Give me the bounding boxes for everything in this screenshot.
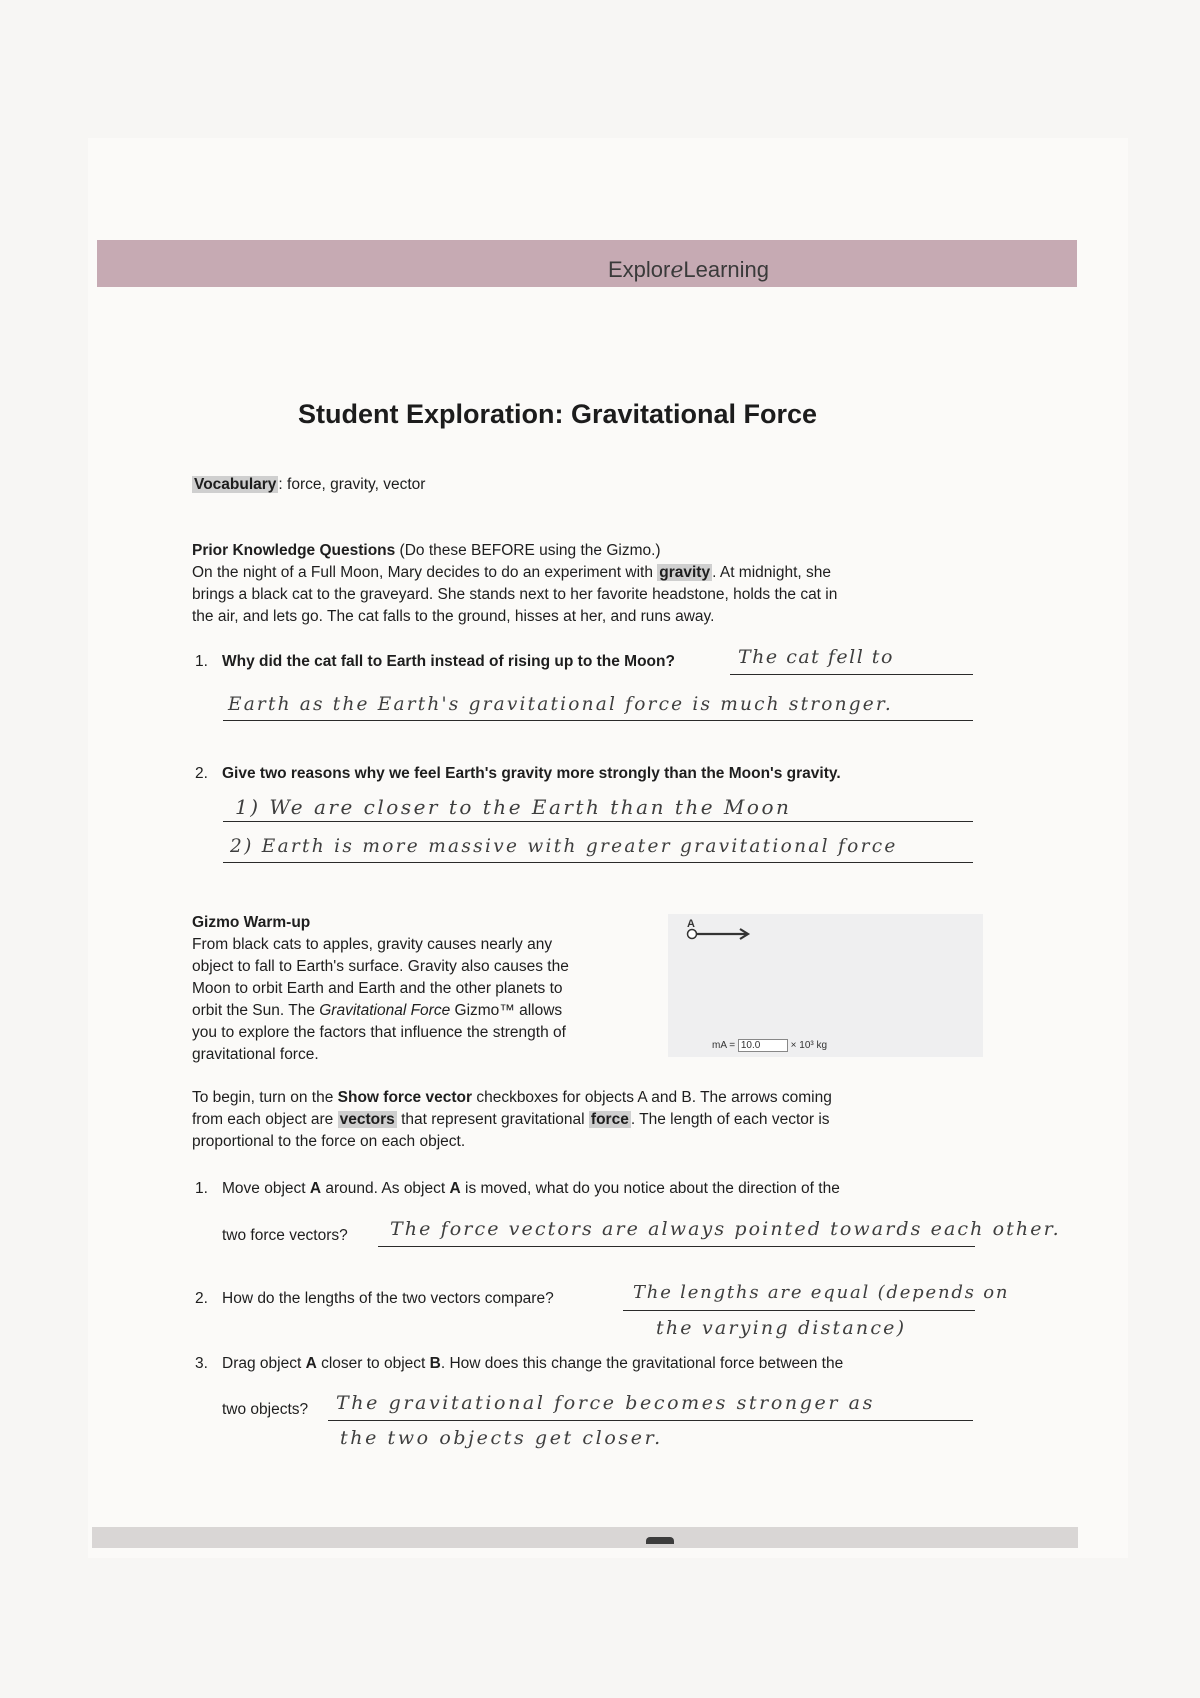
begin-l2-b: that represent gravitational: [396, 1111, 589, 1128]
pq1-answer-line-1: [730, 674, 973, 675]
q1-answer-line: [378, 1246, 975, 1247]
q1-l1-b: A: [309, 1180, 322, 1197]
logo-text-right: Learning: [683, 257, 770, 282]
prior-line1-b: . At midnight, she: [712, 564, 831, 581]
header-band: [97, 240, 1077, 287]
q3-question-line-2: two objects?: [222, 1401, 309, 1418]
warmup-line-1: From black cats to apples, gravity causes nearly any: [192, 936, 553, 953]
prior-text-line-3: the air, and lets go. The cat falls to the ground, hisses at her, and runs away.: [192, 608, 715, 625]
pq2-answer-line-1: [223, 821, 973, 822]
prior-text-line-2: brings a black cat to the graveyard. She stands next to her favorite headstone, holds the cat in: [192, 586, 838, 603]
explorelearning-logo: [608, 257, 769, 283]
q3-number: 3.: [195, 1355, 208, 1372]
prior-text-line-1: [192, 562, 831, 584]
pq2-answer-line-2: [223, 862, 973, 863]
q3-question-line-1: [222, 1353, 843, 1375]
q1-l1-d: A: [449, 1180, 461, 1197]
logo-swirl: e: [670, 258, 684, 283]
q3-l1-c: closer to object: [316, 1355, 430, 1372]
begin-line-1: [192, 1087, 832, 1109]
gravity-highlight: gravity: [659, 564, 711, 581]
page-title: Student Exploration: Gravitational Force: [298, 399, 818, 429]
q1-answer: The force vectors are always pointed towards each other.: [390, 1218, 1061, 1240]
force-vector-arrow-icon: [686, 926, 756, 946]
warmup-line-3: Moon to orbit Earth and Earth and the other planets to: [192, 980, 563, 997]
pq1-number: 1.: [195, 653, 208, 670]
prior-heading-bold: Prior Knowledge Questions: [192, 542, 396, 559]
q2-number: 2.: [195, 1290, 208, 1307]
warmup-line-5: you to explore the factors that influence the strength of: [192, 1024, 566, 1041]
vocabulary-terms: : force, gravity, vector: [278, 476, 426, 493]
gizmo-name: Gravitational Force: [319, 1002, 451, 1019]
vectors-highlight: vectors: [339, 1111, 395, 1128]
mass-unit: × 10³ kg: [790, 1040, 828, 1051]
q3-answer-line: [328, 1420, 973, 1421]
logo-text-left: Explor: [608, 257, 671, 282]
q1-number: 1.: [195, 1180, 208, 1197]
q2-answer-2: the varying distance): [656, 1317, 907, 1339]
object-a-label: A: [687, 918, 695, 930]
pq2-number: 2.: [195, 765, 208, 782]
q3-answer-2: the two objects get closer.: [340, 1427, 663, 1449]
warmup-line4-b: Gizmo™ allows: [450, 1002, 563, 1019]
pq2-question: Give two reasons why we feel Earth's gravity more strongly than the Moon's gravity.: [222, 765, 841, 782]
q2-question: How do the lengths of the two vectors compare?: [222, 1290, 554, 1307]
pq2-answer-1: 1) We are closer to the Earth than the Moon: [235, 795, 792, 819]
q1-l1-c: around. As object: [321, 1180, 450, 1197]
begin-l2-a: from each object are: [192, 1111, 338, 1128]
begin-l1-a: To begin, turn on the: [192, 1089, 338, 1106]
q3-l1-a: Drag object: [222, 1355, 306, 1372]
mass-label: mA =: [712, 1040, 736, 1051]
prior-heading-rest: (Do these BEFORE using the Gizmo.): [395, 542, 661, 559]
pq1-answer-1: The cat fell to: [738, 646, 894, 668]
q3-l1-d: B: [429, 1355, 441, 1372]
q1-l1-a: Move object: [222, 1180, 310, 1197]
pq1-answer-line-2: [223, 720, 973, 721]
q3-l1-b: A: [305, 1355, 317, 1372]
pq2-answer-2: 2) Earth is more massive with greater gravitational force: [230, 836, 898, 857]
q1-question-line-2: two force vectors?: [222, 1227, 348, 1244]
begin-line-2: [192, 1109, 830, 1131]
q2-answer-line: [623, 1310, 975, 1311]
q1-l1-e: is moved, what do you notice about the direction of the: [460, 1180, 840, 1197]
warmup-line4-a: orbit the Sun. The: [192, 1002, 320, 1019]
warmup-line-4: [192, 1000, 562, 1022]
prior-knowledge-heading: [192, 540, 661, 562]
vocabulary-line: [192, 474, 425, 496]
vocabulary-label: Vocabulary: [194, 476, 277, 493]
footer-band: [92, 1527, 1078, 1548]
pq1-answer-2: Earth as the Earth's gravitational force is much stronger.: [228, 694, 893, 715]
mass-input: 10.0: [738, 1039, 788, 1052]
begin-line-3: proportional to the force on each object.: [192, 1133, 466, 1150]
warmup-line-2: object to fall to Earth's surface. Gravity also causes the: [192, 958, 569, 975]
begin-l2-c: . The length of each vector is: [630, 1111, 830, 1128]
warmup-heading: Gizmo Warm-up: [192, 914, 311, 931]
begin-l1-c: checkboxes for objects A and B. The arrows coming: [472, 1089, 832, 1106]
q1-question-line-1: [222, 1178, 840, 1200]
force-highlight: force: [590, 1111, 629, 1128]
mass-readout: [712, 1039, 827, 1052]
prior-line1-a: On the night of a Full Moon, Mary decides to do an experiment with: [192, 564, 658, 581]
show-force-vector-label: Show force vector: [337, 1089, 473, 1106]
q2-answer-1: The lengths are equal (depends on: [633, 1282, 1010, 1303]
footer-logo-mark: [646, 1537, 674, 1544]
q3-l1-e: . How does this change the gravitational force between the: [440, 1355, 844, 1372]
pq1-question: Why did the cat fall to Earth instead of rising up to the Moon?: [222, 653, 675, 670]
warmup-line-6: gravitational force.: [192, 1046, 319, 1063]
q3-answer-1: The gravitational force becomes stronger as: [336, 1392, 875, 1414]
